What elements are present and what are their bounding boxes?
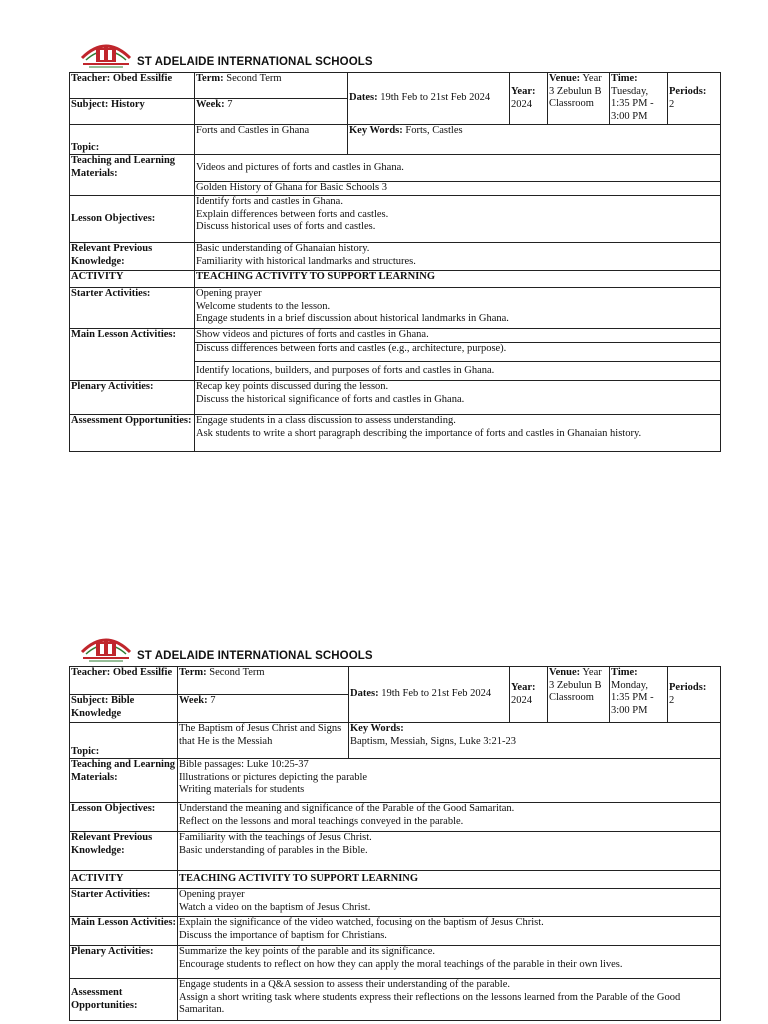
dates-cell: Dates: 19th Feb to 21st Feb 2024	[348, 73, 510, 125]
tlm-line-2: Golden History of Ghana for Basic Schools 3	[195, 182, 721, 196]
starter-value: Opening prayer Welcome students to the lesson. Engage students in a brief discussion about historical landmarks in Ghana.	[195, 288, 721, 329]
objectives-value: Identify forts and castles in Ghana. Explain differences between forts and castles. Discuss historical uses of forts and castles.	[195, 196, 721, 243]
main-label: Main Lesson Activities:	[70, 917, 178, 946]
year-cell: Year: 2024	[510, 667, 548, 723]
topic-value: Forts and Castles in Ghana	[195, 125, 348, 155]
activity-label: ACTIVITY	[70, 271, 195, 288]
teacher-cell: Teacher: Obed Essilfie	[70, 667, 178, 695]
school-header	[69, 36, 720, 72]
school-crest-icon	[79, 38, 133, 68]
topic-label: Topic:	[70, 723, 178, 759]
main-line-1: Show videos and pictures of forts and castles in Ghana.	[195, 329, 721, 343]
year-cell: Year: 2024	[510, 73, 548, 125]
lesson-plan-table	[69, 72, 721, 452]
school-header	[69, 630, 720, 666]
starter-value: Opening prayer Watch a video on the baptism of Jesus Christ.	[178, 889, 721, 917]
plenary-label: Plenary Activities:	[70, 946, 178, 979]
time-cell: Time: Tuesday, 1:35 PM - 3:00 PM	[610, 73, 668, 125]
topic-value: The Baptism of Jesus Christ and Signs that He is the Messiah	[178, 723, 349, 759]
periods-cell: Periods: 2	[668, 667, 721, 723]
assessment-label: Assessment Opportunities:	[70, 979, 178, 1021]
tlm-label: Teaching and Learning Materials:	[70, 155, 195, 196]
main-line-3: Identify locations, builders, and purposes of forts and castles in Ghana.	[195, 362, 721, 381]
periods-cell: Periods: 2	[668, 73, 721, 125]
time-cell: Time: Monday, 1:35 PM - 3:00 PM	[610, 667, 668, 723]
tlm-label: Teaching and Learning Materials:	[70, 759, 178, 803]
school-name: ST ADELAIDE INTERNATIONAL SCHOOLS	[137, 650, 373, 662]
activity-heading: TEACHING ACTIVITY TO SUPPORT LEARNING	[178, 871, 721, 889]
tlm-value: Bible passages: Luke 10:25-37 Illustrations or pictures depicting the parable Writing materials for students	[178, 759, 721, 803]
venue-cell: Venue: Year 3 Zebulun B Classroom	[548, 667, 610, 723]
teacher-cell: Teacher: Obed Essilfie	[70, 73, 195, 99]
dates-cell: Dates: 19th Feb to 21st Feb 2024	[349, 667, 510, 723]
plenary-value: Summarize the key points of the parable and its significance. Encourage students to reflect on how they can apply the moral teachings of the parable in their own lives.	[178, 946, 721, 979]
subject-cell: Subject: History	[70, 99, 195, 125]
school-name: ST ADELAIDE INTERNATIONAL SCHOOLS	[137, 56, 373, 68]
key-words-cell: Key Words: Forts, Castles	[348, 125, 721, 155]
prev-knowledge-label: Relevant Previous Knowledge:	[70, 243, 195, 271]
starter-label: Starter Activities:	[70, 889, 178, 917]
lesson-plan-2	[69, 630, 720, 1021]
assessment-value: Engage students in a class discussion to assess understanding. Ask students to write a short paragraph describing the importance of forts and castles in Ghanaian history.	[195, 415, 721, 452]
main-label: Main Lesson Activities:	[70, 329, 195, 381]
term-cell: Term: Second Term	[178, 667, 349, 695]
main-line-2: Discuss differences between forts and castles (e.g., architecture, purpose).	[195, 343, 721, 362]
lesson-plan-table	[69, 666, 721, 1021]
objectives-label: Lesson Objectives:	[70, 803, 178, 832]
term-cell: Term: Second Term	[195, 73, 348, 99]
week-cell: Week: 7	[178, 695, 349, 723]
plenary-label: Plenary Activities:	[70, 381, 195, 415]
prev-knowledge-value: Familiarity with the teachings of Jesus Christ. Basic understanding of parables in the Bible.	[178, 832, 721, 871]
key-words-cell: Key Words: Baptism, Messiah, Signs, Luke 3:21-23	[349, 723, 721, 759]
objectives-value: Understand the meaning and significance of the Parable of the Good Samaritan. Reflect on the lessons and moral teachings conveyed in the parable.	[178, 803, 721, 832]
activity-label: ACTIVITY	[70, 871, 178, 889]
prev-knowledge-value: Basic understanding of Ghanaian history. Familiarity with historical landmarks and structures.	[195, 243, 721, 271]
main-value: Explain the significance of the video watched, focusing on the baptism of Jesus Christ. Discuss the importance of baptism for Christians.	[178, 917, 721, 946]
activity-heading: TEACHING ACTIVITY TO SUPPORT LEARNING	[195, 271, 721, 288]
assessment-label: Assessment Opportunities:	[70, 415, 195, 452]
plenary-value: Recap key points discussed during the lesson. Discuss the historical significance of forts and castles in Ghana.	[195, 381, 721, 415]
objectives-label: Lesson Objectives:	[70, 196, 195, 243]
subject-cell: Subject: Bible Knowledge	[70, 695, 178, 723]
week-cell: Week: 7	[195, 99, 348, 125]
tlm-line-1: Videos and pictures of forts and castles in Ghana.	[195, 155, 721, 182]
assessment-value: Engage students in a Q&A session to assess their understanding of the parable. Assign a short writing task where students express their reflections on the lessons learned from the Parable of the Good Samaritan.	[178, 979, 721, 1021]
topic-label: Topic:	[70, 125, 195, 155]
starter-label: Starter Activities:	[70, 288, 195, 329]
school-crest-icon	[79, 632, 133, 662]
venue-cell: Venue: Year 3 Zebulun B Classroom	[548, 73, 610, 125]
lesson-plan-1	[69, 36, 720, 452]
prev-knowledge-label: Relevant Previous Knowledge:	[70, 832, 178, 871]
